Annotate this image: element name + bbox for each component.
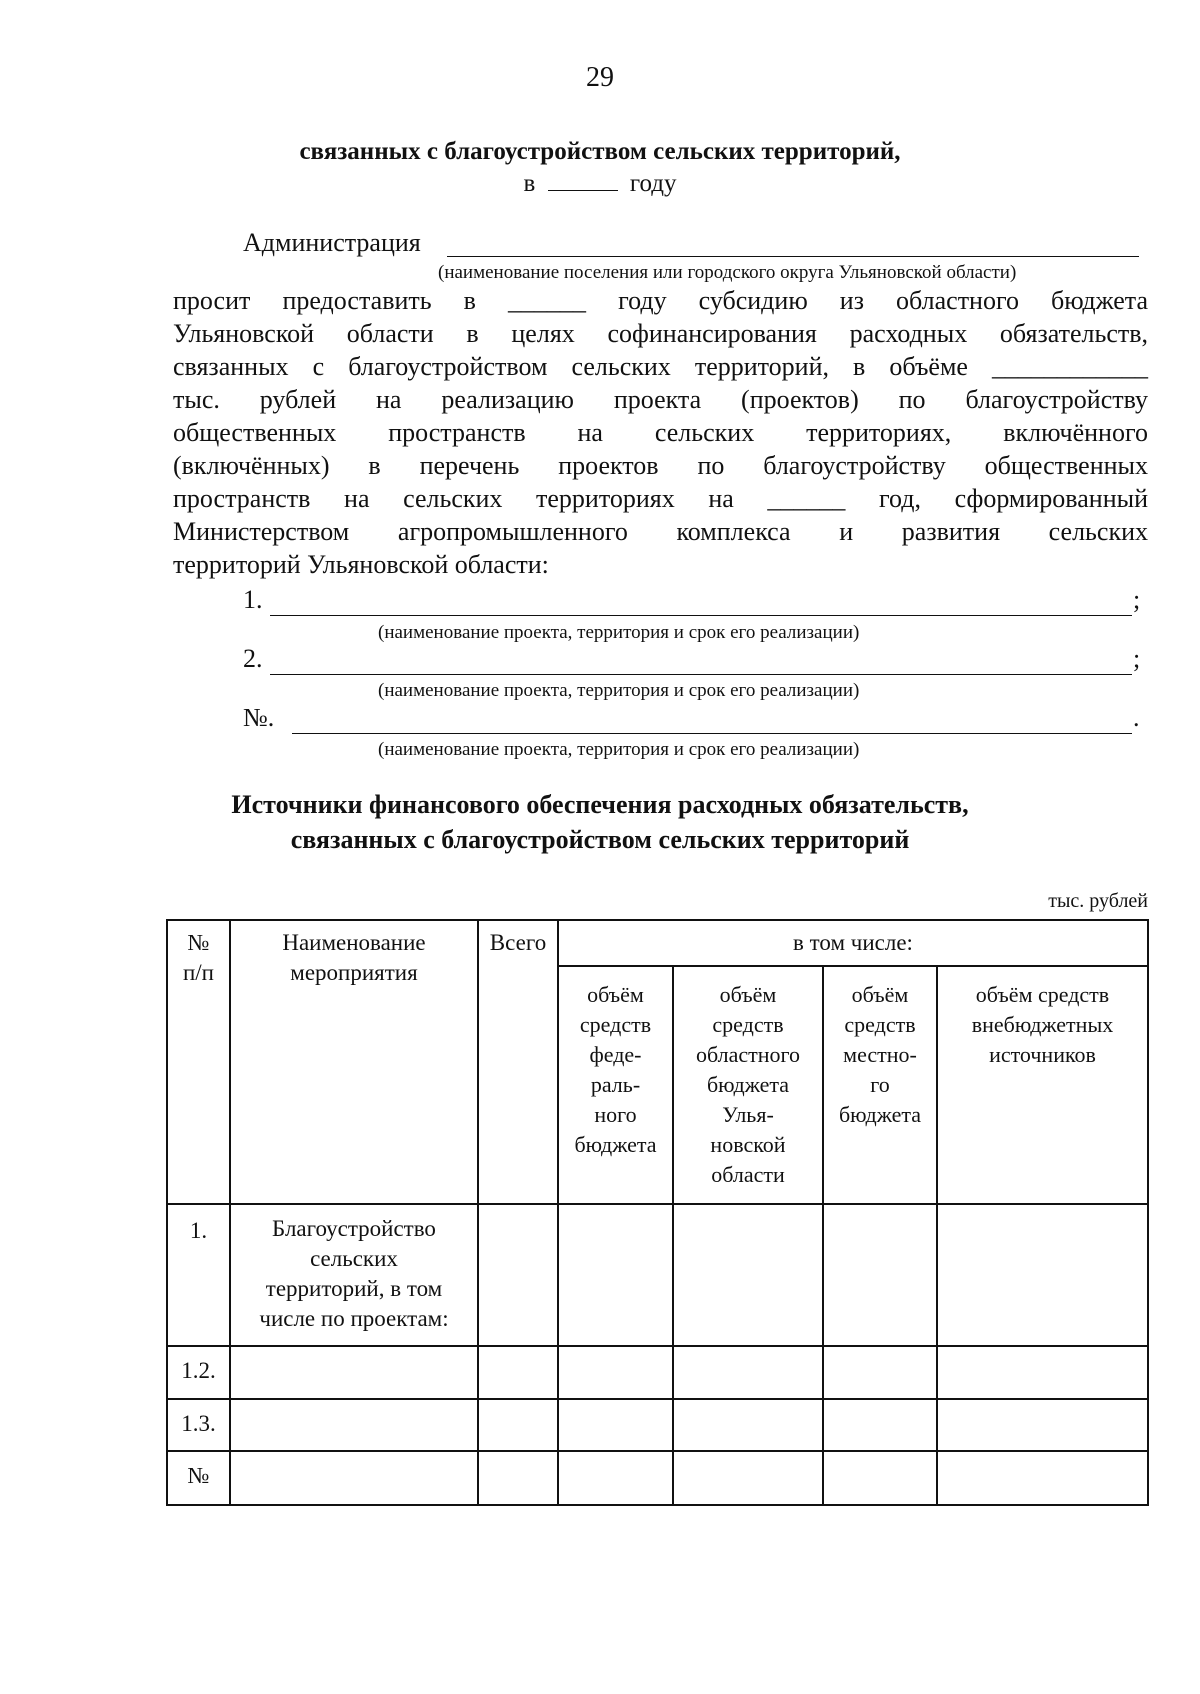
header-local-line: го	[870, 1072, 890, 1097]
administration-label: Администрация	[243, 228, 421, 257]
subtitle-prefix: в	[523, 170, 536, 197]
header-regional-line: новской	[710, 1132, 786, 1157]
table-border	[229, 919, 231, 1506]
header-extra-line: объём средств	[975, 982, 1110, 1007]
table-border	[1147, 919, 1149, 1506]
page-number: 29	[586, 62, 614, 93]
section-title-line1: Источники финансового обеспечения расходных обязательств,	[231, 790, 969, 819]
request-line: Ульяновской области в целях софинансирования расходных обязательств,	[173, 319, 1148, 348]
header-regional-line: бюджета	[706, 1072, 790, 1097]
header-total: Всего	[489, 930, 547, 955]
header-local-line: объём	[851, 982, 909, 1007]
header-federal-line: феде-	[589, 1042, 642, 1067]
header-regional-line: средств	[712, 1012, 784, 1037]
request-line: пространств на сельских территориях на ______ год, сформированный	[173, 484, 1148, 513]
request-line: тыс. рублей на реализацию проекта (проектов) по благоустройству	[173, 385, 1148, 414]
project-end: ;	[1133, 585, 1141, 614]
header-extra-line: внебюджетных	[971, 1012, 1114, 1037]
table-border	[166, 1345, 1149, 1347]
project-hint: (наименование проекта, территория и срок его реализации)	[378, 622, 860, 643]
header-name-line: Наименование	[282, 930, 426, 955]
row-name	[231, 1214, 477, 1334]
table-border	[477, 919, 479, 1506]
header-regional-line: объём	[719, 982, 777, 1007]
header-federal-line: средств	[579, 1012, 652, 1037]
header-regional-line: областного	[695, 1042, 801, 1067]
header-federal-line: бюджета	[574, 1132, 657, 1157]
row-name-line: сельских	[310, 1246, 398, 1271]
form-subtitle	[0, 168, 1200, 198]
table-border	[166, 1450, 1149, 1452]
project-number: 1.	[243, 585, 263, 614]
project-hint: (наименование проекта, территория и срок его реализации)	[378, 680, 860, 701]
request-line: (включённых) в перечень проектов по благоустройству общественных	[173, 451, 1148, 480]
year-blank	[548, 168, 618, 191]
header-federal	[559, 980, 672, 1160]
header-num-line: №	[187, 930, 210, 955]
row-name-line: территорий, в том	[265, 1276, 443, 1301]
header-local-line: средств	[844, 1012, 916, 1037]
header-local-line: бюджета	[838, 1102, 922, 1127]
table-border	[166, 919, 1149, 921]
header-regional-line: области	[711, 1162, 785, 1187]
header-name	[231, 928, 477, 988]
project-blank	[270, 615, 1132, 616]
row-name-line: Благоустройство	[272, 1216, 436, 1241]
header-num-line: п/п	[182, 960, 214, 985]
project-hint: (наименование проекта, территория и срок его реализации)	[378, 739, 860, 760]
project-number: №.	[243, 703, 275, 732]
table-border	[166, 1203, 1149, 1205]
units-label: тыс. рублей	[1048, 890, 1148, 912]
project-number: 2.	[243, 644, 263, 673]
table-border	[166, 1504, 1149, 1506]
request-line: связанных с благоустройством сельских территорий, в объёме ____________	[173, 352, 1148, 381]
project-blank	[292, 733, 1132, 734]
row-name-line: числе по проектам:	[259, 1306, 449, 1331]
table-border	[166, 1398, 1149, 1400]
table-border	[557, 965, 1149, 967]
row-num: 1.2.	[181, 1358, 216, 1383]
section-title-line2: связанных с благоустройством сельских территорий	[290, 825, 910, 854]
project-end: ;	[1133, 644, 1141, 673]
request-line: Министерством агропромышленного комплекса и развития сельских	[173, 517, 1148, 546]
request-line: просит предоставить в ______ году субсидию из областного бюджета	[173, 286, 1148, 315]
row-num: 1.3.	[181, 1411, 216, 1436]
request-line: территорий Ульяновской области:	[173, 550, 549, 579]
administration-hint: (наименование поселения или городского округа Ульяновской области)	[438, 262, 1017, 283]
header-regional	[674, 980, 822, 1190]
request-line: общественных пространств на сельских территориях, включённого	[173, 418, 1148, 447]
header-num	[168, 928, 229, 988]
header-federal-line: раль-	[590, 1072, 641, 1097]
header-extra-line: источников	[989, 1042, 1096, 1067]
row-num: 1.	[189, 1218, 208, 1243]
subtitle-suffix: году	[629, 170, 677, 197]
header-extrabudget	[938, 980, 1147, 1070]
project-blank	[270, 674, 1132, 675]
header-local	[824, 980, 936, 1130]
administration-blank	[447, 256, 1139, 257]
form-title: связанных с благоустройством сельских территорий,	[299, 138, 901, 165]
request-paragraph	[173, 284, 1148, 581]
row-num: №	[187, 1463, 210, 1488]
header-local-line: местно-	[843, 1042, 917, 1067]
header-including: в том числе:	[793, 930, 913, 955]
header-federal-line: ного	[594, 1102, 637, 1127]
header-regional-line: Улья-	[722, 1102, 774, 1127]
header-name-line: мероприятия	[290, 960, 418, 985]
header-federal-line: объём	[587, 982, 644, 1007]
project-end: .	[1133, 703, 1140, 732]
